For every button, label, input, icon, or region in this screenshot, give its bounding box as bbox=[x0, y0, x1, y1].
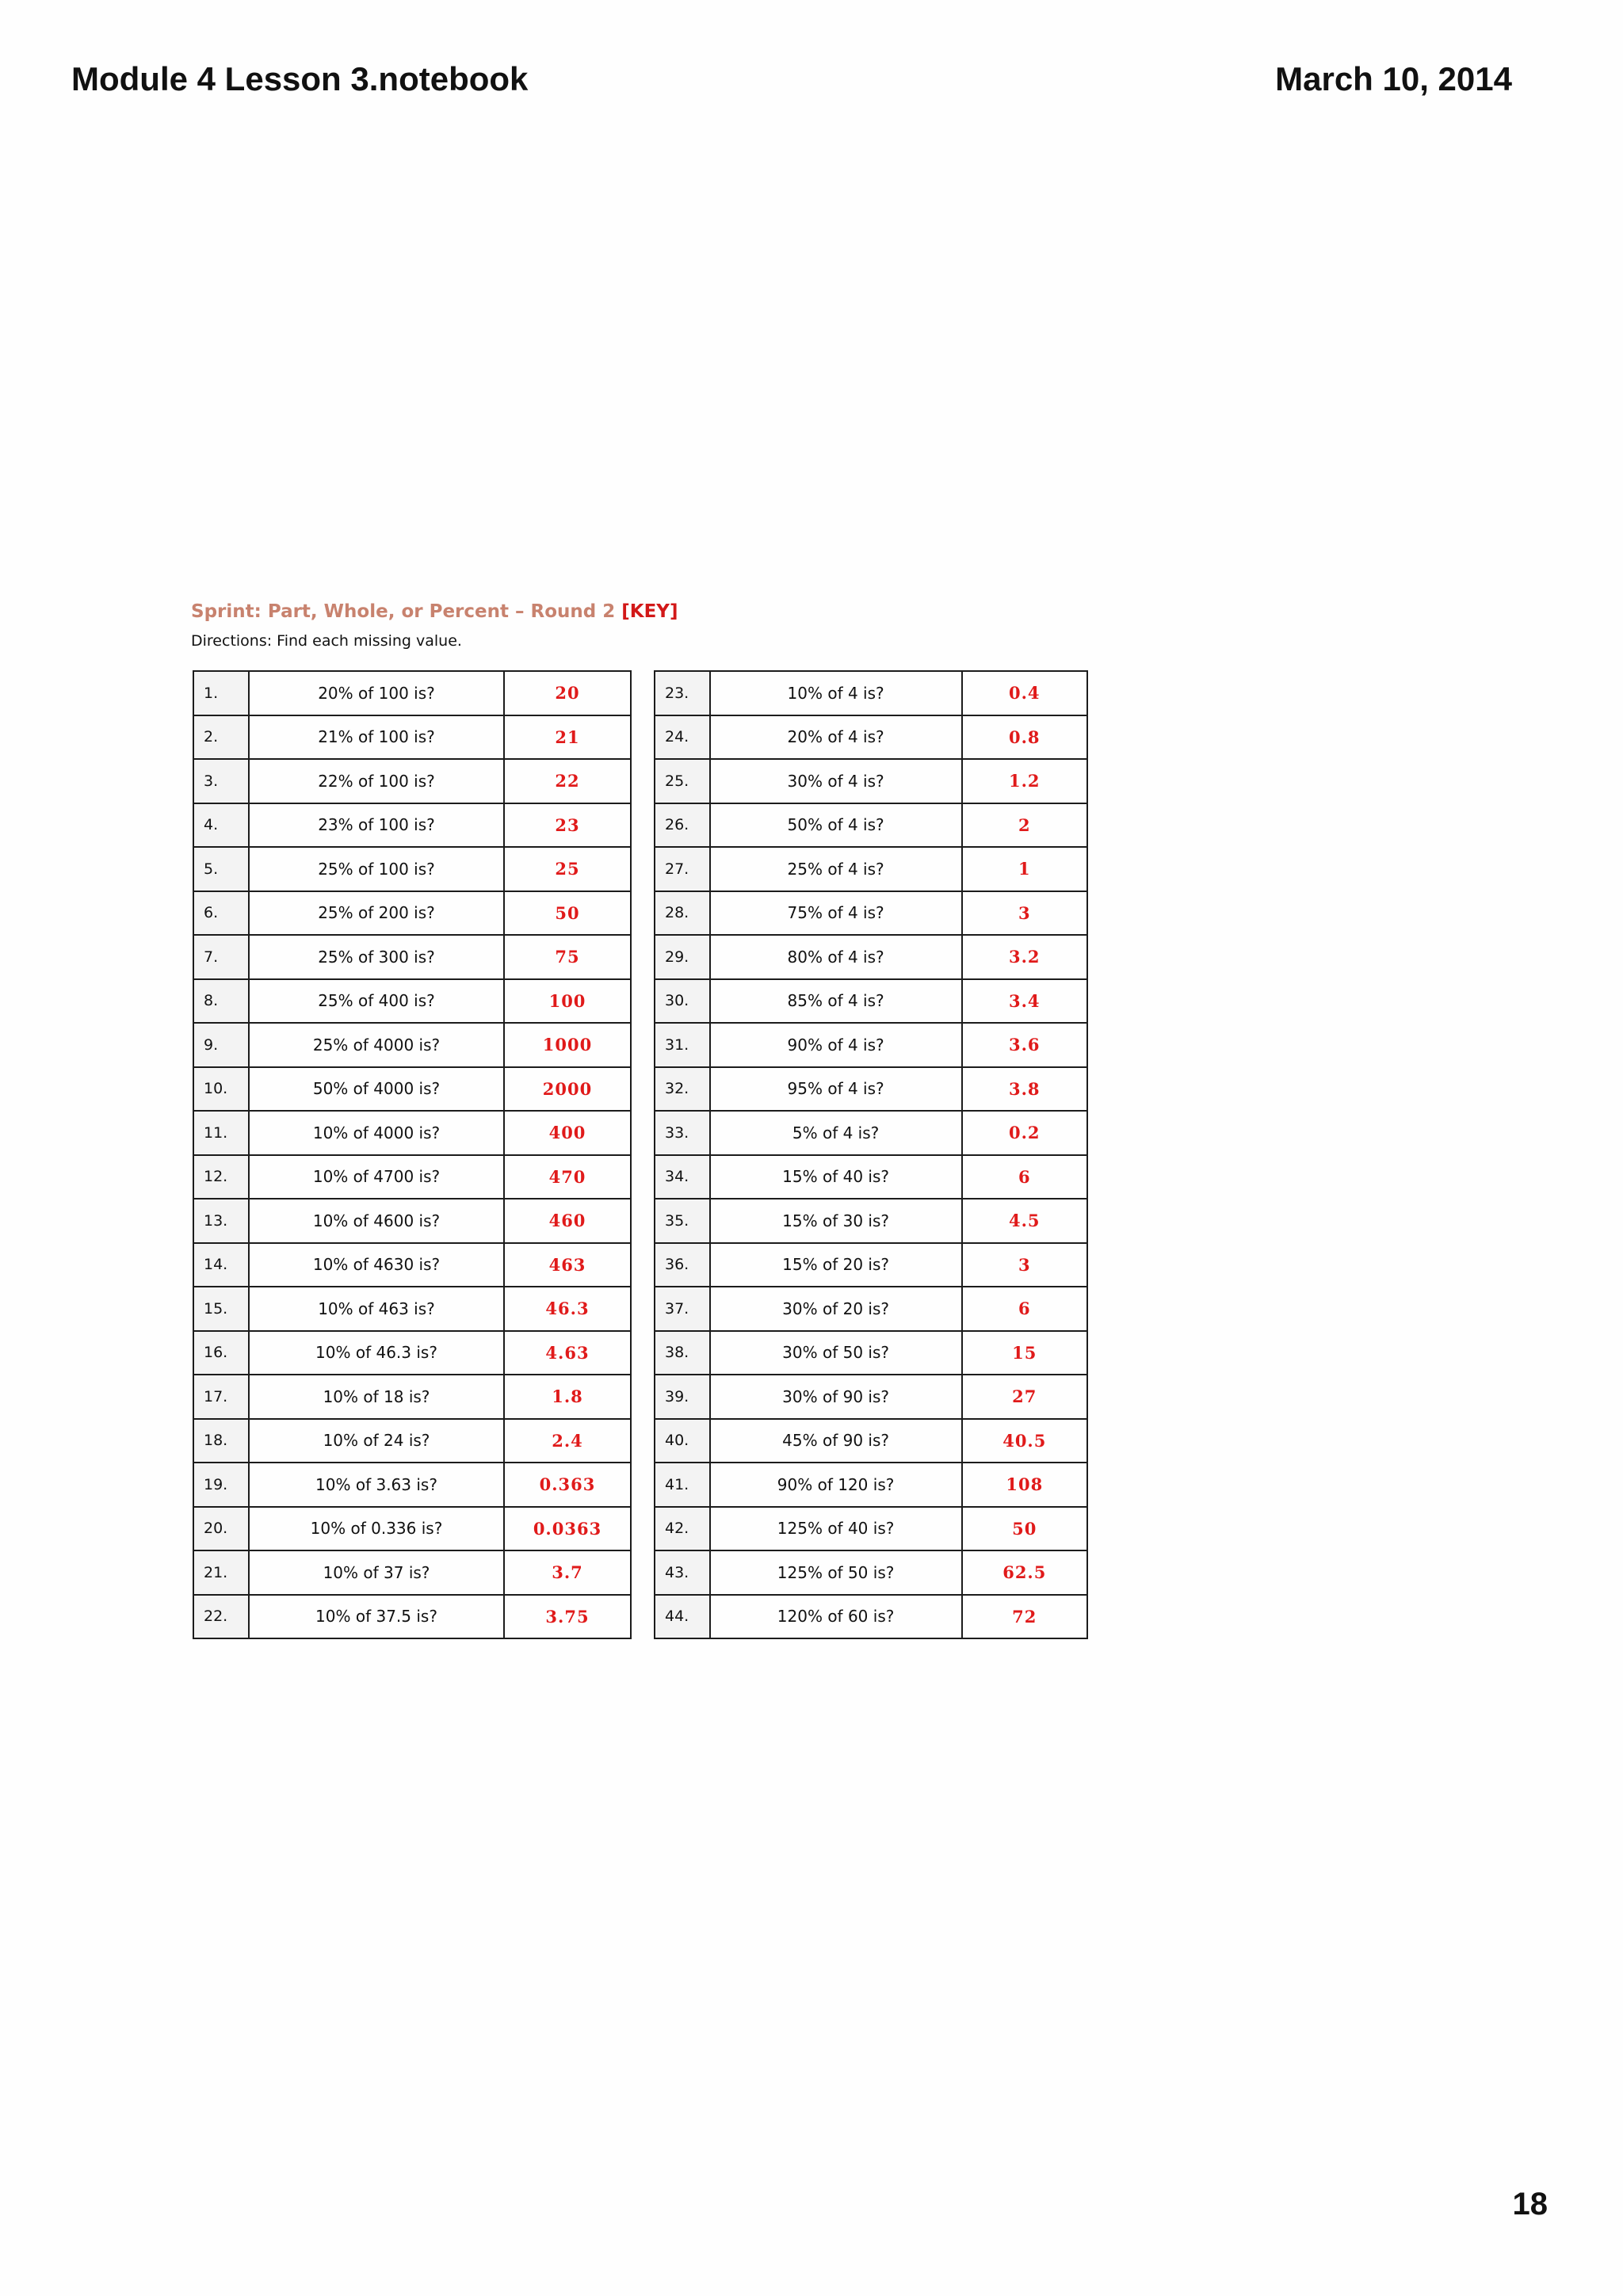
problem-number: 32. bbox=[655, 1067, 710, 1112]
problem-question: 10% of 0.336 is? bbox=[249, 1507, 504, 1551]
problem-answer: 2000 bbox=[504, 1067, 631, 1112]
problem-number: 19. bbox=[193, 1463, 249, 1507]
problem-question: 10% of 24 is? bbox=[249, 1419, 504, 1463]
problem-question: 30% of 50 is? bbox=[710, 1331, 962, 1375]
document-title: Module 4 Lesson 3.notebook bbox=[71, 60, 529, 97]
problem-row bbox=[193, 847, 631, 891]
sprint-title-text: Sprint: Part, Whole, or Percent – Round 2 bbox=[191, 601, 616, 622]
problem-answer: 3.6 bbox=[962, 1023, 1087, 1067]
problem-row bbox=[655, 1595, 1087, 1639]
problem-row bbox=[193, 1507, 631, 1551]
problem-question: 20% of 100 is? bbox=[249, 671, 504, 715]
problem-number: 38. bbox=[655, 1331, 710, 1375]
problem-answer: 0.363 bbox=[504, 1463, 631, 1507]
problem-answer: 21 bbox=[504, 715, 631, 760]
problem-question: 15% of 40 is? bbox=[710, 1155, 962, 1199]
problem-number: 34. bbox=[655, 1155, 710, 1199]
problem-number: 17. bbox=[193, 1375, 249, 1419]
problem-question: 80% of 4 is? bbox=[710, 935, 962, 979]
problem-answer: 463 bbox=[504, 1243, 631, 1287]
problem-row bbox=[193, 1067, 631, 1112]
document-date: March 10, 2014 bbox=[1275, 60, 1512, 97]
problem-number: 39. bbox=[655, 1375, 710, 1419]
right-problem-rows bbox=[655, 671, 1087, 1638]
problem-row bbox=[655, 891, 1087, 936]
problem-answer: 22 bbox=[504, 759, 631, 803]
problem-answer: 6 bbox=[962, 1287, 1087, 1331]
problem-question: 95% of 4 is? bbox=[710, 1067, 962, 1112]
problem-question: 10% of 4700 is? bbox=[249, 1155, 504, 1199]
problem-row bbox=[193, 979, 631, 1024]
problem-answer: 3.4 bbox=[962, 979, 1087, 1024]
problem-number: 23. bbox=[655, 671, 710, 715]
problem-answer: 1000 bbox=[504, 1023, 631, 1067]
problem-question: 45% of 90 is? bbox=[710, 1419, 962, 1463]
problem-number: 11. bbox=[193, 1111, 249, 1155]
problem-number: 18. bbox=[193, 1419, 249, 1463]
problem-question: 21% of 100 is? bbox=[249, 715, 504, 760]
problem-row bbox=[193, 1419, 631, 1463]
problem-question: 22% of 100 is? bbox=[249, 759, 504, 803]
problem-number: 1. bbox=[193, 671, 249, 715]
problem-number: 30. bbox=[655, 979, 710, 1024]
problem-number: 29. bbox=[655, 935, 710, 979]
problem-row bbox=[655, 759, 1087, 803]
problem-number: 35. bbox=[655, 1199, 710, 1243]
problem-question: 10% of 3.63 is? bbox=[249, 1463, 504, 1507]
problem-answer: 4.5 bbox=[962, 1199, 1087, 1243]
problem-question: 25% of 100 is? bbox=[249, 847, 504, 891]
problem-answer: 50 bbox=[504, 891, 631, 936]
problem-row bbox=[193, 759, 631, 803]
problem-answer: 1.8 bbox=[504, 1375, 631, 1419]
problem-question: 30% of 90 is? bbox=[710, 1375, 962, 1419]
problem-question: 25% of 4000 is? bbox=[249, 1023, 504, 1067]
problem-row bbox=[193, 1463, 631, 1507]
problem-answer: 40.5 bbox=[962, 1419, 1087, 1463]
problem-answer: 20 bbox=[504, 671, 631, 715]
problem-number: 12. bbox=[193, 1155, 249, 1199]
problem-answer: 1.2 bbox=[962, 759, 1087, 803]
problem-number: 6. bbox=[193, 891, 249, 936]
problem-number: 24. bbox=[655, 715, 710, 760]
page-number: 18 bbox=[1512, 2187, 1548, 2222]
problem-row bbox=[193, 1595, 631, 1639]
problem-row bbox=[655, 671, 1087, 715]
problem-answer: 3.2 bbox=[962, 935, 1087, 979]
problem-number: 40. bbox=[655, 1419, 710, 1463]
problem-row bbox=[193, 1375, 631, 1419]
problem-number: 26. bbox=[655, 803, 710, 848]
left-problem-table bbox=[193, 670, 632, 1639]
problem-number: 37. bbox=[655, 1287, 710, 1331]
problem-answer: 46.3 bbox=[504, 1287, 631, 1331]
problem-answer: 3 bbox=[962, 891, 1087, 936]
key-label: [KEY] bbox=[621, 601, 678, 622]
problem-row bbox=[655, 1287, 1087, 1331]
problem-row bbox=[193, 1111, 631, 1155]
problem-row bbox=[193, 1155, 631, 1199]
problem-row bbox=[193, 891, 631, 936]
problem-row bbox=[655, 1463, 1087, 1507]
problem-number: 43. bbox=[655, 1550, 710, 1595]
problem-answer: 470 bbox=[504, 1155, 631, 1199]
problem-number: 42. bbox=[655, 1507, 710, 1551]
problem-row bbox=[655, 1023, 1087, 1067]
problem-answer: 0.8 bbox=[962, 715, 1087, 760]
problem-answer: 100 bbox=[504, 979, 631, 1024]
problem-question: 10% of 18 is? bbox=[249, 1375, 504, 1419]
problem-row bbox=[193, 1243, 631, 1287]
problem-row bbox=[193, 1331, 631, 1375]
problem-number: 3. bbox=[193, 759, 249, 803]
problem-number: 2. bbox=[193, 715, 249, 760]
problem-question: 25% of 300 is? bbox=[249, 935, 504, 979]
problem-number: 28. bbox=[655, 891, 710, 936]
problem-number: 25. bbox=[655, 759, 710, 803]
problem-number: 13. bbox=[193, 1199, 249, 1243]
problem-row bbox=[655, 1111, 1087, 1155]
problem-row bbox=[193, 803, 631, 848]
problem-row bbox=[655, 1067, 1087, 1112]
problem-row bbox=[655, 1199, 1087, 1243]
problem-answer: 3 bbox=[962, 1243, 1087, 1287]
directions: Directions: Find each missing value. bbox=[191, 632, 462, 650]
problem-number: 31. bbox=[655, 1023, 710, 1067]
problem-number: 27. bbox=[655, 847, 710, 891]
problem-row bbox=[655, 1550, 1087, 1595]
problem-row bbox=[655, 1331, 1087, 1375]
problem-answer: 3.7 bbox=[504, 1550, 631, 1595]
problem-answer: 27 bbox=[962, 1375, 1087, 1419]
problem-answer: 0.2 bbox=[962, 1111, 1087, 1155]
problem-question: 25% of 200 is? bbox=[249, 891, 504, 936]
problem-question: 23% of 100 is? bbox=[249, 803, 504, 848]
problem-number: 22. bbox=[193, 1595, 249, 1639]
problem-number: 36. bbox=[655, 1243, 710, 1287]
problem-question: 10% of 4600 is? bbox=[249, 1199, 504, 1243]
problem-answer: 400 bbox=[504, 1111, 631, 1155]
problem-answer: 72 bbox=[962, 1595, 1087, 1639]
problem-row bbox=[655, 1419, 1087, 1463]
problem-row bbox=[655, 715, 1087, 760]
problem-question: 25% of 400 is? bbox=[249, 979, 504, 1024]
problem-question: 10% of 463 is? bbox=[249, 1287, 504, 1331]
problem-row bbox=[655, 1243, 1087, 1287]
problem-row bbox=[193, 1287, 631, 1331]
problem-question: 85% of 4 is? bbox=[710, 979, 962, 1024]
problem-answer: 50 bbox=[962, 1507, 1087, 1551]
problem-question: 20% of 4 is? bbox=[710, 715, 962, 760]
right-problem-table bbox=[654, 670, 1088, 1639]
problem-answer: 3.8 bbox=[962, 1067, 1087, 1112]
problem-answer: 1 bbox=[962, 847, 1087, 891]
problem-answer: 108 bbox=[962, 1463, 1087, 1507]
problem-question: 30% of 4 is? bbox=[710, 759, 962, 803]
problem-question: 90% of 4 is? bbox=[710, 1023, 962, 1067]
problem-question: 50% of 4000 is? bbox=[249, 1067, 504, 1112]
problem-row bbox=[655, 1375, 1087, 1419]
problem-question: 10% of 4000 is? bbox=[249, 1111, 504, 1155]
problem-question: 50% of 4 is? bbox=[710, 803, 962, 848]
problem-row bbox=[193, 1550, 631, 1595]
problem-question: 125% of 50 is? bbox=[710, 1550, 962, 1595]
problem-answer: 25 bbox=[504, 847, 631, 891]
problem-answer: 460 bbox=[504, 1199, 631, 1243]
problem-row bbox=[193, 935, 631, 979]
problem-question: 10% of 4 is? bbox=[710, 671, 962, 715]
problem-row bbox=[655, 935, 1087, 979]
problem-row bbox=[655, 1155, 1087, 1199]
problem-question: 15% of 20 is? bbox=[710, 1243, 962, 1287]
problem-answer: 4.63 bbox=[504, 1331, 631, 1375]
problem-row bbox=[655, 803, 1087, 848]
problem-answer: 3.75 bbox=[504, 1595, 631, 1639]
problem-number: 14. bbox=[193, 1243, 249, 1287]
sprint-worksheet bbox=[191, 597, 1086, 1627]
problem-number: 4. bbox=[193, 803, 249, 848]
problem-question: 10% of 4630 is? bbox=[249, 1243, 504, 1287]
problem-number: 33. bbox=[655, 1111, 710, 1155]
problem-question: 120% of 60 is? bbox=[710, 1595, 962, 1639]
problem-row bbox=[655, 1507, 1087, 1551]
problem-number: 15. bbox=[193, 1287, 249, 1331]
problem-question: 30% of 20 is? bbox=[710, 1287, 962, 1331]
problem-answer: 62.5 bbox=[962, 1550, 1087, 1595]
problem-row bbox=[655, 847, 1087, 891]
problem-number: 9. bbox=[193, 1023, 249, 1067]
problem-number: 41. bbox=[655, 1463, 710, 1507]
problem-number: 10. bbox=[193, 1067, 249, 1112]
problem-question: 125% of 40 is? bbox=[710, 1507, 962, 1551]
problem-row bbox=[193, 1199, 631, 1243]
problem-question: 90% of 120 is? bbox=[710, 1463, 962, 1507]
problem-question: 10% of 37 is? bbox=[249, 1550, 504, 1595]
problem-question: 10% of 37.5 is? bbox=[249, 1595, 504, 1639]
problem-number: 7. bbox=[193, 935, 249, 979]
problem-answer: 75 bbox=[504, 935, 631, 979]
problem-question: 15% of 30 is? bbox=[710, 1199, 962, 1243]
problem-question: 5% of 4 is? bbox=[710, 1111, 962, 1155]
problem-answer: 23 bbox=[504, 803, 631, 848]
problem-row bbox=[193, 671, 631, 715]
problem-question: 10% of 46.3 is? bbox=[249, 1331, 504, 1375]
problem-number: 44. bbox=[655, 1595, 710, 1639]
sprint-title bbox=[191, 597, 1086, 626]
problem-answer: 6 bbox=[962, 1155, 1087, 1199]
problem-row bbox=[193, 715, 631, 760]
problem-number: 8. bbox=[193, 979, 249, 1024]
problem-number: 21. bbox=[193, 1550, 249, 1595]
problem-answer: 2.4 bbox=[504, 1419, 631, 1463]
problem-question: 75% of 4 is? bbox=[710, 891, 962, 936]
problem-question: 25% of 4 is? bbox=[710, 847, 962, 891]
problem-number: 16. bbox=[193, 1331, 249, 1375]
problem-row bbox=[655, 979, 1087, 1024]
problem-number: 5. bbox=[193, 847, 249, 891]
problem-number: 20. bbox=[193, 1507, 249, 1551]
problem-answer: 15 bbox=[962, 1331, 1087, 1375]
problem-row bbox=[193, 1023, 631, 1067]
problem-answer: 2 bbox=[962, 803, 1087, 848]
left-problem-rows bbox=[193, 671, 631, 1638]
problem-answer: 0.4 bbox=[962, 671, 1087, 715]
problem-answer: 0.0363 bbox=[504, 1507, 631, 1551]
